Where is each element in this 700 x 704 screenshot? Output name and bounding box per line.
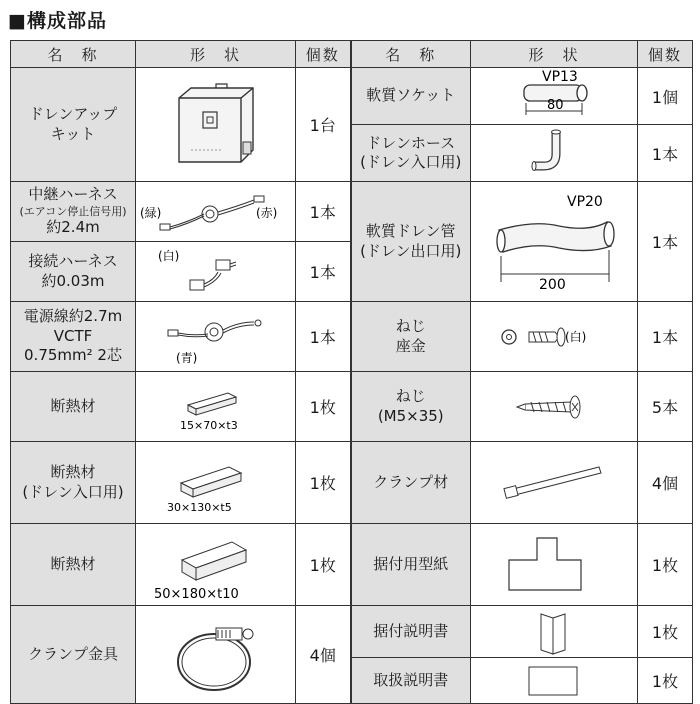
part-name-soft-drain-pipe: 軟質ドレン管 (ドレン出口用)	[351, 182, 471, 302]
parts-table	[10, 40, 693, 704]
header-shape: 形 状	[136, 41, 296, 68]
part-qty-relay-harness: 1本	[296, 182, 351, 242]
insulation-icon	[136, 372, 296, 442]
table-row	[11, 68, 693, 125]
header-qty: 個数	[296, 41, 351, 68]
header-shape-right: 形 状	[471, 41, 638, 68]
insulation-icon	[136, 524, 296, 606]
svg-text:VP13: VP13	[542, 69, 578, 85]
part-qty-hose-clamp: 4個	[296, 606, 351, 704]
part-name-installation-manual: 据付説明書	[351, 606, 471, 658]
svg-text:(白): (白)	[565, 329, 587, 344]
screw-icon	[471, 372, 638, 442]
part-name-connection-harness: 接続ハーネス 約0.03m	[11, 242, 136, 302]
installation-manual-icon	[471, 606, 638, 658]
table-row	[11, 442, 693, 524]
part-name-cable-tie: クランプ材	[351, 442, 471, 524]
table-row	[11, 524, 693, 606]
part-qty-insulation-1: 1枚	[296, 372, 351, 442]
part-qty-template-paper: 1枚	[638, 524, 693, 606]
svg-text:15×70×t3: 15×70×t3	[179, 418, 238, 432]
soft-drain-pipe-icon	[471, 182, 638, 302]
svg-text:(青): (青)	[175, 350, 197, 365]
part-qty-operation-manual: 1枚	[638, 658, 693, 704]
operation-manual-icon	[471, 658, 638, 704]
part-name-template-paper: 据付用型紙	[351, 524, 471, 606]
header-name-right: 名 称	[351, 41, 471, 68]
cable-tie-icon	[471, 442, 638, 524]
part-name-insulation-3: 断熱材	[11, 524, 136, 606]
part-qty-cable-tie: 4個	[638, 442, 693, 524]
table-row	[11, 302, 693, 372]
insulation-icon	[136, 442, 296, 524]
svg-text:(白): (白)	[157, 248, 179, 263]
svg-text:(赤): (赤)	[255, 205, 277, 220]
part-qty-screw: 5本	[638, 372, 693, 442]
section-title	[8, 6, 107, 32]
part-qty-drain-kit: 1台	[296, 68, 351, 182]
part-qty-soft-drain-pipe: 1本	[638, 182, 693, 302]
part-name-screw: ねじ (M5×35)	[351, 372, 471, 442]
svg-text:(緑): (緑)	[139, 205, 161, 220]
part-qty-installation-manual: 1枚	[638, 606, 693, 658]
connection-harness-icon	[136, 242, 296, 302]
power-cord-icon	[136, 302, 296, 372]
part-qty-power-cord: 1本	[296, 302, 351, 372]
part-name-power-cord: 電源線約2.7m VCTF 0.75mm² 2芯	[11, 302, 136, 372]
svg-text:80: 80	[547, 98, 564, 113]
screw-washer-icon	[471, 302, 638, 372]
part-name-drain-hose: ドレンホース (ドレン入口用)	[351, 125, 471, 182]
relay-harness-icon	[136, 182, 296, 242]
part-name-insulation-1: 断熱材	[11, 372, 136, 442]
svg-text:30×130×t5: 30×130×t5	[166, 500, 232, 514]
part-qty-screw-washer: 1本	[638, 302, 693, 372]
part-name-insulation-2: 断熱材 (ドレン入口用)	[11, 442, 136, 524]
part-name-screw-washer: ねじ 座金	[351, 302, 471, 372]
soft-socket-icon	[471, 68, 638, 125]
drain-kit-box-icon	[136, 68, 296, 182]
drain-hose-icon	[471, 125, 638, 182]
part-name-hose-clamp: クランプ金具	[11, 606, 136, 704]
table-header-row	[11, 41, 693, 68]
part-qty-soft-socket: 1個	[638, 68, 693, 125]
table-row	[11, 372, 693, 442]
part-qty-insulation-3: 1枚	[296, 524, 351, 606]
part-name-relay-harness: 中継ハーネス (エアコン停止信号用) 約2.4m	[11, 182, 136, 242]
header-name: 名 称	[11, 41, 136, 68]
table-row	[11, 182, 693, 242]
svg-text:VP20: VP20	[567, 193, 603, 210]
part-name-operation-manual: 取扱説明書	[351, 658, 471, 704]
part-qty-drain-hose: 1本	[638, 125, 693, 182]
svg-text:50×180×t10: 50×180×t10	[153, 586, 239, 602]
svg-text:200: 200	[539, 276, 566, 292]
hose-clamp-icon	[136, 606, 296, 704]
part-name-soft-socket: 軟質ソケット	[351, 68, 471, 125]
part-name-drain-kit: ドレンアップ キット	[11, 68, 136, 182]
title-text: ■構成部品	[8, 9, 107, 32]
template-paper-icon	[471, 524, 638, 606]
part-qty-insulation-2: 1枚	[296, 442, 351, 524]
part-qty-connection-harness: 1本	[296, 242, 351, 302]
header-qty-right: 個数	[638, 41, 693, 68]
table-row	[11, 606, 693, 658]
